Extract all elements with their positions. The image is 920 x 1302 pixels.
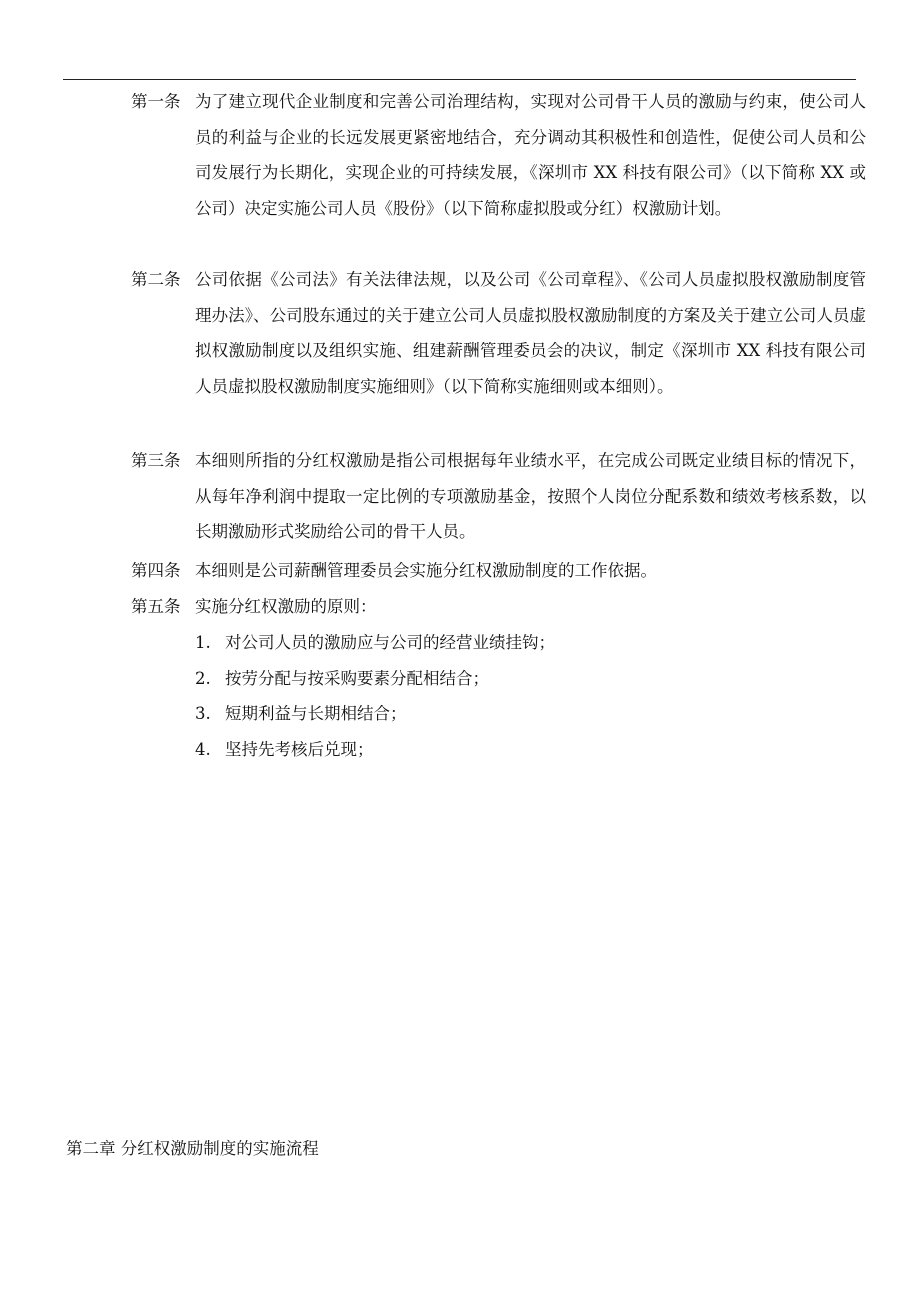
list-item-number: 2. xyxy=(195,668,211,688)
article-label: 第三条 xyxy=(131,451,181,470)
article-2 xyxy=(131,262,866,404)
article-text: 本细则是公司薪酬管理委员会实施分红权激励制度的工作依据。 xyxy=(195,561,657,580)
article-label: 第二条 xyxy=(131,270,181,289)
list-item-text: 按劳分配与按采购要素分配相结合； xyxy=(225,668,489,688)
article-1 xyxy=(131,84,866,226)
article-3 xyxy=(131,443,866,550)
list-item-number: 3. xyxy=(195,704,211,723)
principles-list xyxy=(195,625,855,767)
list-item xyxy=(195,661,855,697)
chapter-heading: 第二章 分红权激励制度的实施流程 xyxy=(66,1139,319,1158)
list-item-text: 对公司人员的激励应与公司的经营业绩挂钩； xyxy=(225,633,555,652)
article-text: 实施分红权激励的原则： xyxy=(195,597,377,616)
article-label: 第四条 xyxy=(131,561,181,580)
article-label: 第一条 xyxy=(131,92,181,111)
article-text: 公司依据《公司法》有关法律法规，以及公司《公司章程》、《公司人员虚拟股权激励制度管理办法》、公司股东通过的关于建立公司人员虚拟股权激励制度的方案及关于建立公司人员虚拟权激励制度以及组织实施、组建薪酬管理委员会的决议，制定《深圳市 XX 科技有限公司人员虚拟股权激励制度实施细则》（以下简称实施细则或本细则）。 xyxy=(195,270,866,396)
list-item xyxy=(195,696,855,732)
list-item-text: 坚持先考核后兑现； xyxy=(225,739,374,759)
article-label: 第五条 xyxy=(131,597,181,616)
list-item-number: 4. xyxy=(195,739,211,759)
list-item xyxy=(195,625,855,661)
header-rule xyxy=(63,79,856,80)
article-5 xyxy=(131,589,866,625)
list-item-text: 短期利益与长期相结合； xyxy=(225,704,407,723)
list-item xyxy=(195,732,855,768)
article-text: 本细则所指的分红权激励是指公司根据每年业绩水平，在完成公司既定业绩目标的情况下，从每年净利润中提取一定比例的专项激励基金，按照个人岗位分配系数和绩效考核系数，以长期激励形式奖励给公司的骨干人员。 xyxy=(195,451,866,541)
article-text: 为了建立现代企业制度和完善公司治理结构，实现对公司骨干人员的激励与约束，使公司人员的利益与企业的长远发展更紧密地结合，充分调动其积极性和创造性，促使公司人员和公司发展行为长期化，实现企业的可持续发展，《深圳市 XX 科技有限公司》（以下简称 XX 或公司）决定实施公司人员《股份》（以下简称虚拟股或分红）权激励计划。 xyxy=(195,92,866,218)
list-item-number: 1. xyxy=(195,633,211,652)
article-4 xyxy=(131,553,866,589)
